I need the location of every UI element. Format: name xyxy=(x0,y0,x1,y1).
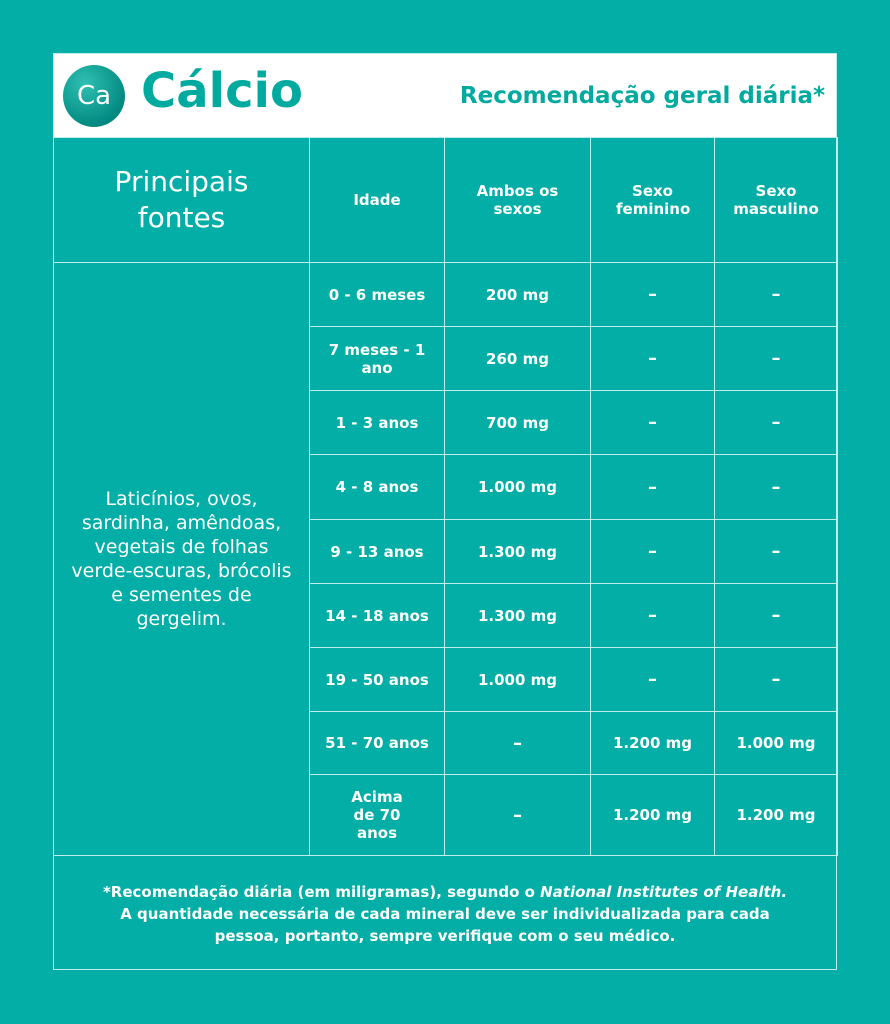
table-cell: – xyxy=(445,712,591,775)
table-cell: 9 - 13 anos xyxy=(310,520,445,584)
table-cell: – xyxy=(715,263,838,327)
footnote-source: National Institutes of Health. xyxy=(540,882,788,901)
sources-cell: Laticínios, ovos, sardinha, amêndoas, vegetais de folhas verde-escuras, brócolis e sementes de gergelim. xyxy=(54,263,310,856)
table-cell: – xyxy=(715,455,838,520)
column-header: Sexo masculino xyxy=(715,138,838,263)
table-cell: – xyxy=(715,520,838,584)
table-cell: – xyxy=(591,391,715,455)
logo-symbol: Ca xyxy=(76,81,112,111)
table-cell: – xyxy=(715,391,838,455)
table-cell: – xyxy=(591,263,715,327)
table-cell: – xyxy=(591,327,715,391)
column-header: Ambos os sexos xyxy=(445,138,591,263)
table-cell: – xyxy=(715,327,838,391)
table-cell: 1.300 mg xyxy=(445,584,591,648)
table-cell: – xyxy=(591,584,715,648)
frame-border xyxy=(53,53,837,970)
table-cell: 700 mg xyxy=(445,391,591,455)
page-title: Cálcio xyxy=(141,63,303,119)
column-header: Principais fontes xyxy=(54,138,310,263)
table-cell: 51 - 70 anos xyxy=(310,712,445,775)
table-cell: 1.000 mg xyxy=(445,648,591,712)
table-cell: 1.200 mg xyxy=(715,775,838,856)
column-header: Idade xyxy=(310,138,445,263)
table-cell: 1.000 mg xyxy=(445,455,591,520)
table-cell: 1.300 mg xyxy=(445,520,591,584)
table-cell: 1 - 3 anos xyxy=(310,391,445,455)
column-header: Sexo feminino xyxy=(591,138,715,263)
table-cell: 260 mg xyxy=(445,327,591,391)
table-cell: 1.000 mg xyxy=(715,712,838,775)
footnote-advice: A quantidade necessária de cada mineral deve ser individualizada para cada pessoa, portanto, sempre verifique com o seu médico. xyxy=(120,904,770,945)
footnote-text: *Recomendação diária (em miligramas), segundo o xyxy=(102,882,541,901)
table-cell: 19 - 50 anos xyxy=(310,648,445,712)
table-cell: 14 - 18 anos xyxy=(310,584,445,648)
table-cell: 0 - 6 meses xyxy=(310,263,445,327)
table-cell: 1.200 mg xyxy=(591,712,715,775)
table-cell: 1.200 mg xyxy=(591,775,715,856)
table-cell: – xyxy=(591,455,715,520)
table-cell: – xyxy=(445,775,591,856)
page-subtitle: Recomendação geral diária* xyxy=(459,83,825,109)
table-cell: – xyxy=(715,648,838,712)
table-cell: – xyxy=(591,648,715,712)
table-cell: – xyxy=(591,520,715,584)
table-cell: 7 meses - 1 ano xyxy=(310,327,445,391)
table-cell: 4 - 8 anos xyxy=(310,455,445,520)
table-cell: – xyxy=(715,584,838,648)
table-cell: 200 mg xyxy=(445,263,591,327)
table-cell: Acima de 70 anos xyxy=(310,775,445,856)
